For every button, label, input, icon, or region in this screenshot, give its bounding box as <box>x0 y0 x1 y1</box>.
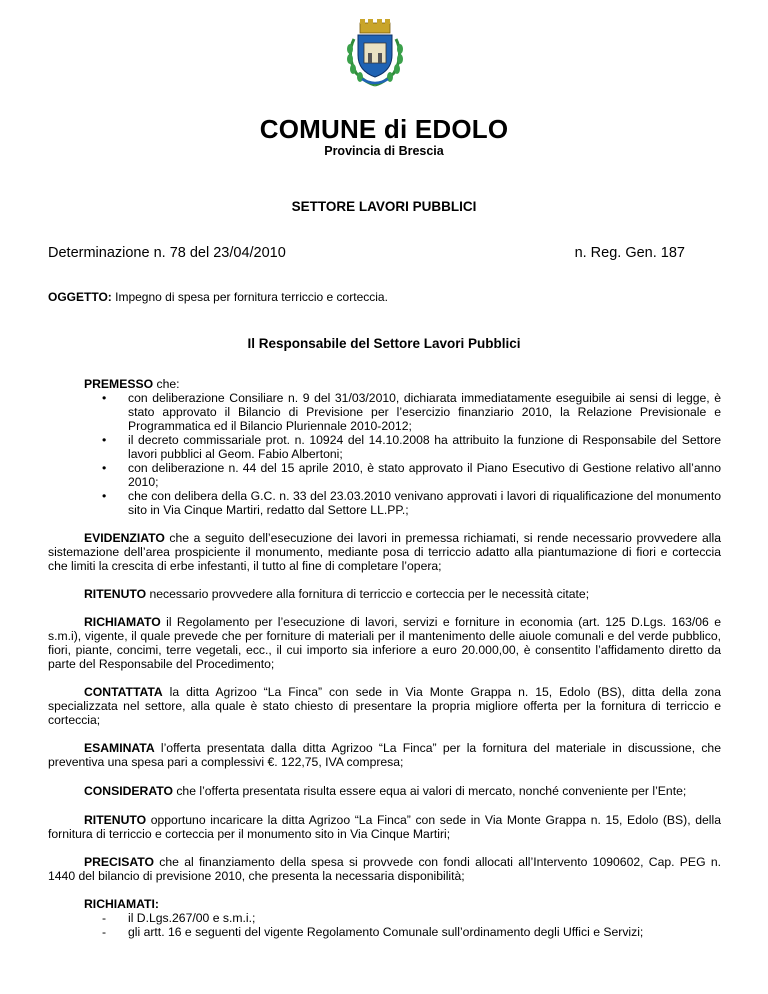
list-item: • con deliberazione Consiliare n. 9 del 31/03/2010, dichiarata immediatamente eseguibile ai sensi di legge, è stato approvato il Bilancio di Previsione per l’esercizio finanziario 2010, la Relazione Previsionale e Programmatica ed il Bilancio Pluriennale 2010-2012; <box>128 391 721 433</box>
paragraph-lead: ESAMINATA <box>84 741 155 755</box>
paragraph-lead: PRECISATO <box>84 855 154 869</box>
paragraph-lead: CONTATTATA <box>84 685 163 699</box>
paragraph-lead: RITENUTO <box>84 587 147 601</box>
page-title: COMUNE di EDOLO <box>259 114 509 144</box>
paragraph-text: che al finanziamento della spesa si provvede con fondi allocati all’Intervento 1090602, Cap. PEG n. 1440 del bilancio di previsione 2010, che presenta la necessaria disponibilità; <box>48 855 721 883</box>
richiamati-heading <box>48 897 721 911</box>
list-item: • il decreto commissariale prot. n. 10924 del 14.10.2008 ha attribuito la funzione di Responsabile del Settore lavori pubblici al Geom. Fabio Albertoni; <box>128 433 721 461</box>
paragraph-lead: RICHIAMATO <box>84 615 161 629</box>
list-item: • che con delibera della G.C. n. 33 del 23.03.2010 venivano approvati i lavori di riqualificazione del monumento sito in Via Cinque Martiri, redatto dal Settore LL.PP.; <box>128 489 721 517</box>
paragraph-lead: CONSIDERATO <box>84 784 173 798</box>
premesso-list <box>48 391 721 517</box>
determination-number: Determinazione n. 78 del 23/04/2010 <box>48 245 286 261</box>
registry-number: n. Reg. Gen. 187 <box>574 245 685 261</box>
list-item: • con deliberazione n. 44 del 15 aprile 2010, è stato approvato il Piano Esecutivo di Gestione relativo all’anno 2010; <box>128 461 721 489</box>
subject-label: OGGETTO: <box>48 290 112 304</box>
paragraph-text: l’offerta presentata dalla ditta Agrizoo “La Finca” per la fornitura del materiale in discussione, che preventiva una spesa pari a complessivi €. 122,75, IVA compresa; <box>48 741 721 769</box>
richiamati-list <box>48 911 721 939</box>
responsible-heading: Il Responsabile del Settore Lavori Pubblici <box>247 336 521 351</box>
subject-text: Impegno di spesa per fornitura terriccio e corteccia. <box>111 290 388 304</box>
province-subtitle: Provincia di Brescia <box>324 144 444 158</box>
paragraph-precisato <box>48 855 721 883</box>
paragraph-ritenuto-opportuno <box>48 813 721 841</box>
paragraph-text: necessario provvedere alla fornitura di terriccio e corteccia per le necessità citate; <box>146 587 590 601</box>
paragraph-esaminata <box>48 741 721 769</box>
list-item: - il D.Lgs.267/00 e s.m.i.; <box>128 911 721 925</box>
document-body <box>48 377 721 939</box>
paragraph-text: che a seguito dell’esecuzione dei lavori in premessa richiamati, si rende necessario provvedere alla sistemazione dell’area prospiciente il monumento, mediante posa di terriccio adatto alla piantumazione di fiori e corteccia che limiti la crescita di erbe infestanti, il tutto al fine di completare l’opera; <box>48 531 721 573</box>
paragraph-ritenuto <box>48 587 721 601</box>
municipal-coat-of-arms-icon <box>340 15 410 89</box>
paragraph-text: la ditta Agrizoo “La Finca” con sede in Via Monte Grappa n. 15, Edolo (BS), ditta della zona specializzata nel settore, alla quale è stato chiesto di presentare la propria migliore offerta per la fornitura di terriccio e corteccia; <box>48 685 721 727</box>
premesso-lead: PREMESSO <box>84 377 154 391</box>
paragraph-text: che l’offerta presentata risulta essere equa ai valori di mercato, nonché conveniente per l’Ente; <box>172 784 687 798</box>
paragraph-lead: RITENUTO <box>84 813 147 827</box>
paragraph-considerato <box>48 784 721 798</box>
paragraph-text: il Regolamento per l’esecuzione di lavori, servizi e forniture in economia (art. 125 D.Lgs. 163/06 e s.m.i), vigente, il quale prevede che per forniture di materiali per il mantenimento delle aiuole comunali e del verde pubblico, fiori, piante, concimi, terre vegetali, ecc., il cui importo sia inferiore a euro 20.000,00, è consentito l’affidamento diretto da parte del Responsabile del Procedimento; <box>48 615 721 671</box>
paragraph-evidenziato <box>48 531 721 573</box>
premesso-heading <box>48 377 721 391</box>
sector-heading: SETTORE LAVORI PUBBLICI <box>291 199 477 214</box>
richiamati-lead: RICHIAMATI: <box>84 897 159 911</box>
premesso-rest: che: <box>153 377 180 391</box>
paragraph-richiamato <box>48 615 721 671</box>
subject-line <box>48 290 388 304</box>
paragraph-text: opportuno incaricare la ditta Agrizoo “La Finca” con sede in Via Monte Grappa n. 15, Edolo (BS), della fornitura di terriccio e corteccia per il monumento sito in Via Cinque Martiri; <box>48 813 721 841</box>
paragraph-lead: EVIDENZIATO <box>84 531 165 545</box>
paragraph-contattata <box>48 685 721 727</box>
list-item: - gli artt. 16 e seguenti del vigente Regolamento Comunale sull’ordinamento degli Uffici e Servizi; <box>128 925 721 939</box>
